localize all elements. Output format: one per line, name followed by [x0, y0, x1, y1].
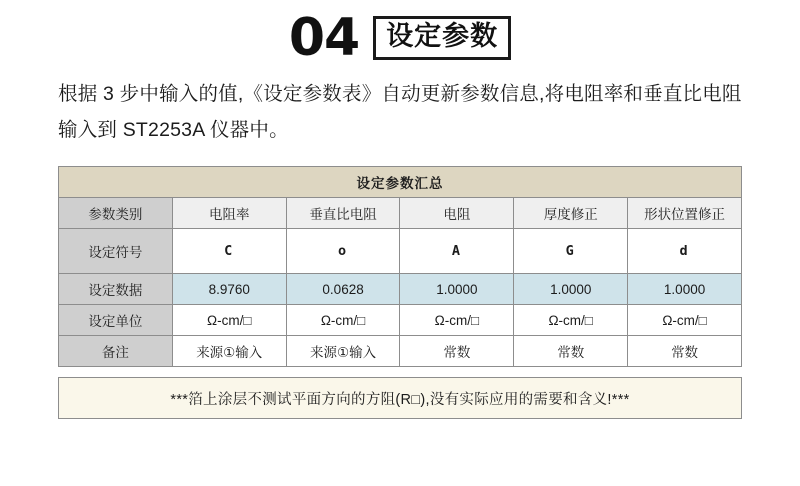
row-label-category: 参数类别: [59, 198, 173, 229]
remark-shape-position-correction: 常数: [628, 336, 742, 367]
symbol-resistance: A: [400, 229, 514, 274]
row-label-remark: 备注: [59, 336, 173, 367]
remark-resistance: 常数: [400, 336, 514, 367]
section-header: [0, 0, 800, 68]
table-symbol-row: [59, 229, 742, 274]
column-header-vertical-ratio-resistance: 垂直比电阻: [286, 198, 400, 229]
table-remark-row: [59, 336, 742, 367]
step-number: 04: [288, 8, 360, 68]
column-header-shape-position-correction: 形状位置修正: [628, 198, 742, 229]
remark-thickness-correction: 常数: [514, 336, 628, 367]
row-label-unit: 设定单位: [59, 305, 173, 336]
data-resistance: 1.0000: [400, 274, 514, 305]
unit-resistance: Ω-cm/□: [400, 305, 514, 336]
unit-thickness-correction: Ω-cm/□: [514, 305, 628, 336]
data-resistivity: 8.9760: [172, 274, 286, 305]
unit-resistivity: Ω-cm/□: [172, 305, 286, 336]
table-data-row: [59, 274, 742, 305]
step-title: 设定参数: [373, 16, 511, 60]
row-label-symbol: 设定符号: [59, 229, 173, 274]
data-shape-position-correction: 1.0000: [628, 274, 742, 305]
column-header-resistivity: 电阻率: [172, 198, 286, 229]
table-title-row: [59, 167, 742, 198]
symbol-vertical-ratio-resistance: o: [286, 229, 400, 274]
unit-vertical-ratio-resistance: Ω-cm/□: [286, 305, 400, 336]
unit-shape-position-correction: Ω-cm/□: [628, 305, 742, 336]
intro-paragraph: 根据 3 步中输入的值,《设定参数表》自动更新参数信息,将电阻率和垂直比电阻输入到 ST2253A 仪器中。: [58, 83, 742, 142]
parameter-table-wrapper: [58, 166, 742, 367]
footer-note: ***箔上涂层不测试平面方向的方阻(R□),没有实际应用的需要和含义!***: [58, 377, 742, 419]
table-title: 设定参数汇总: [59, 167, 742, 198]
remark-resistivity: 来源①输入: [172, 336, 286, 367]
symbol-shape-position-correction: d: [628, 229, 742, 274]
data-thickness-correction: 1.0000: [514, 274, 628, 305]
remark-vertical-ratio-resistance: 来源①输入: [286, 336, 400, 367]
row-label-data: 设定数据: [59, 274, 173, 305]
symbol-thickness-correction: G: [514, 229, 628, 274]
data-vertical-ratio-resistance: 0.0628: [286, 274, 400, 305]
column-header-resistance: 电阻: [400, 198, 514, 229]
symbol-resistivity: C: [172, 229, 286, 274]
column-header-thickness-correction: 厚度修正: [514, 198, 628, 229]
table-unit-row: [59, 305, 742, 336]
table-header-row: [59, 198, 742, 229]
parameter-table: [58, 166, 742, 367]
